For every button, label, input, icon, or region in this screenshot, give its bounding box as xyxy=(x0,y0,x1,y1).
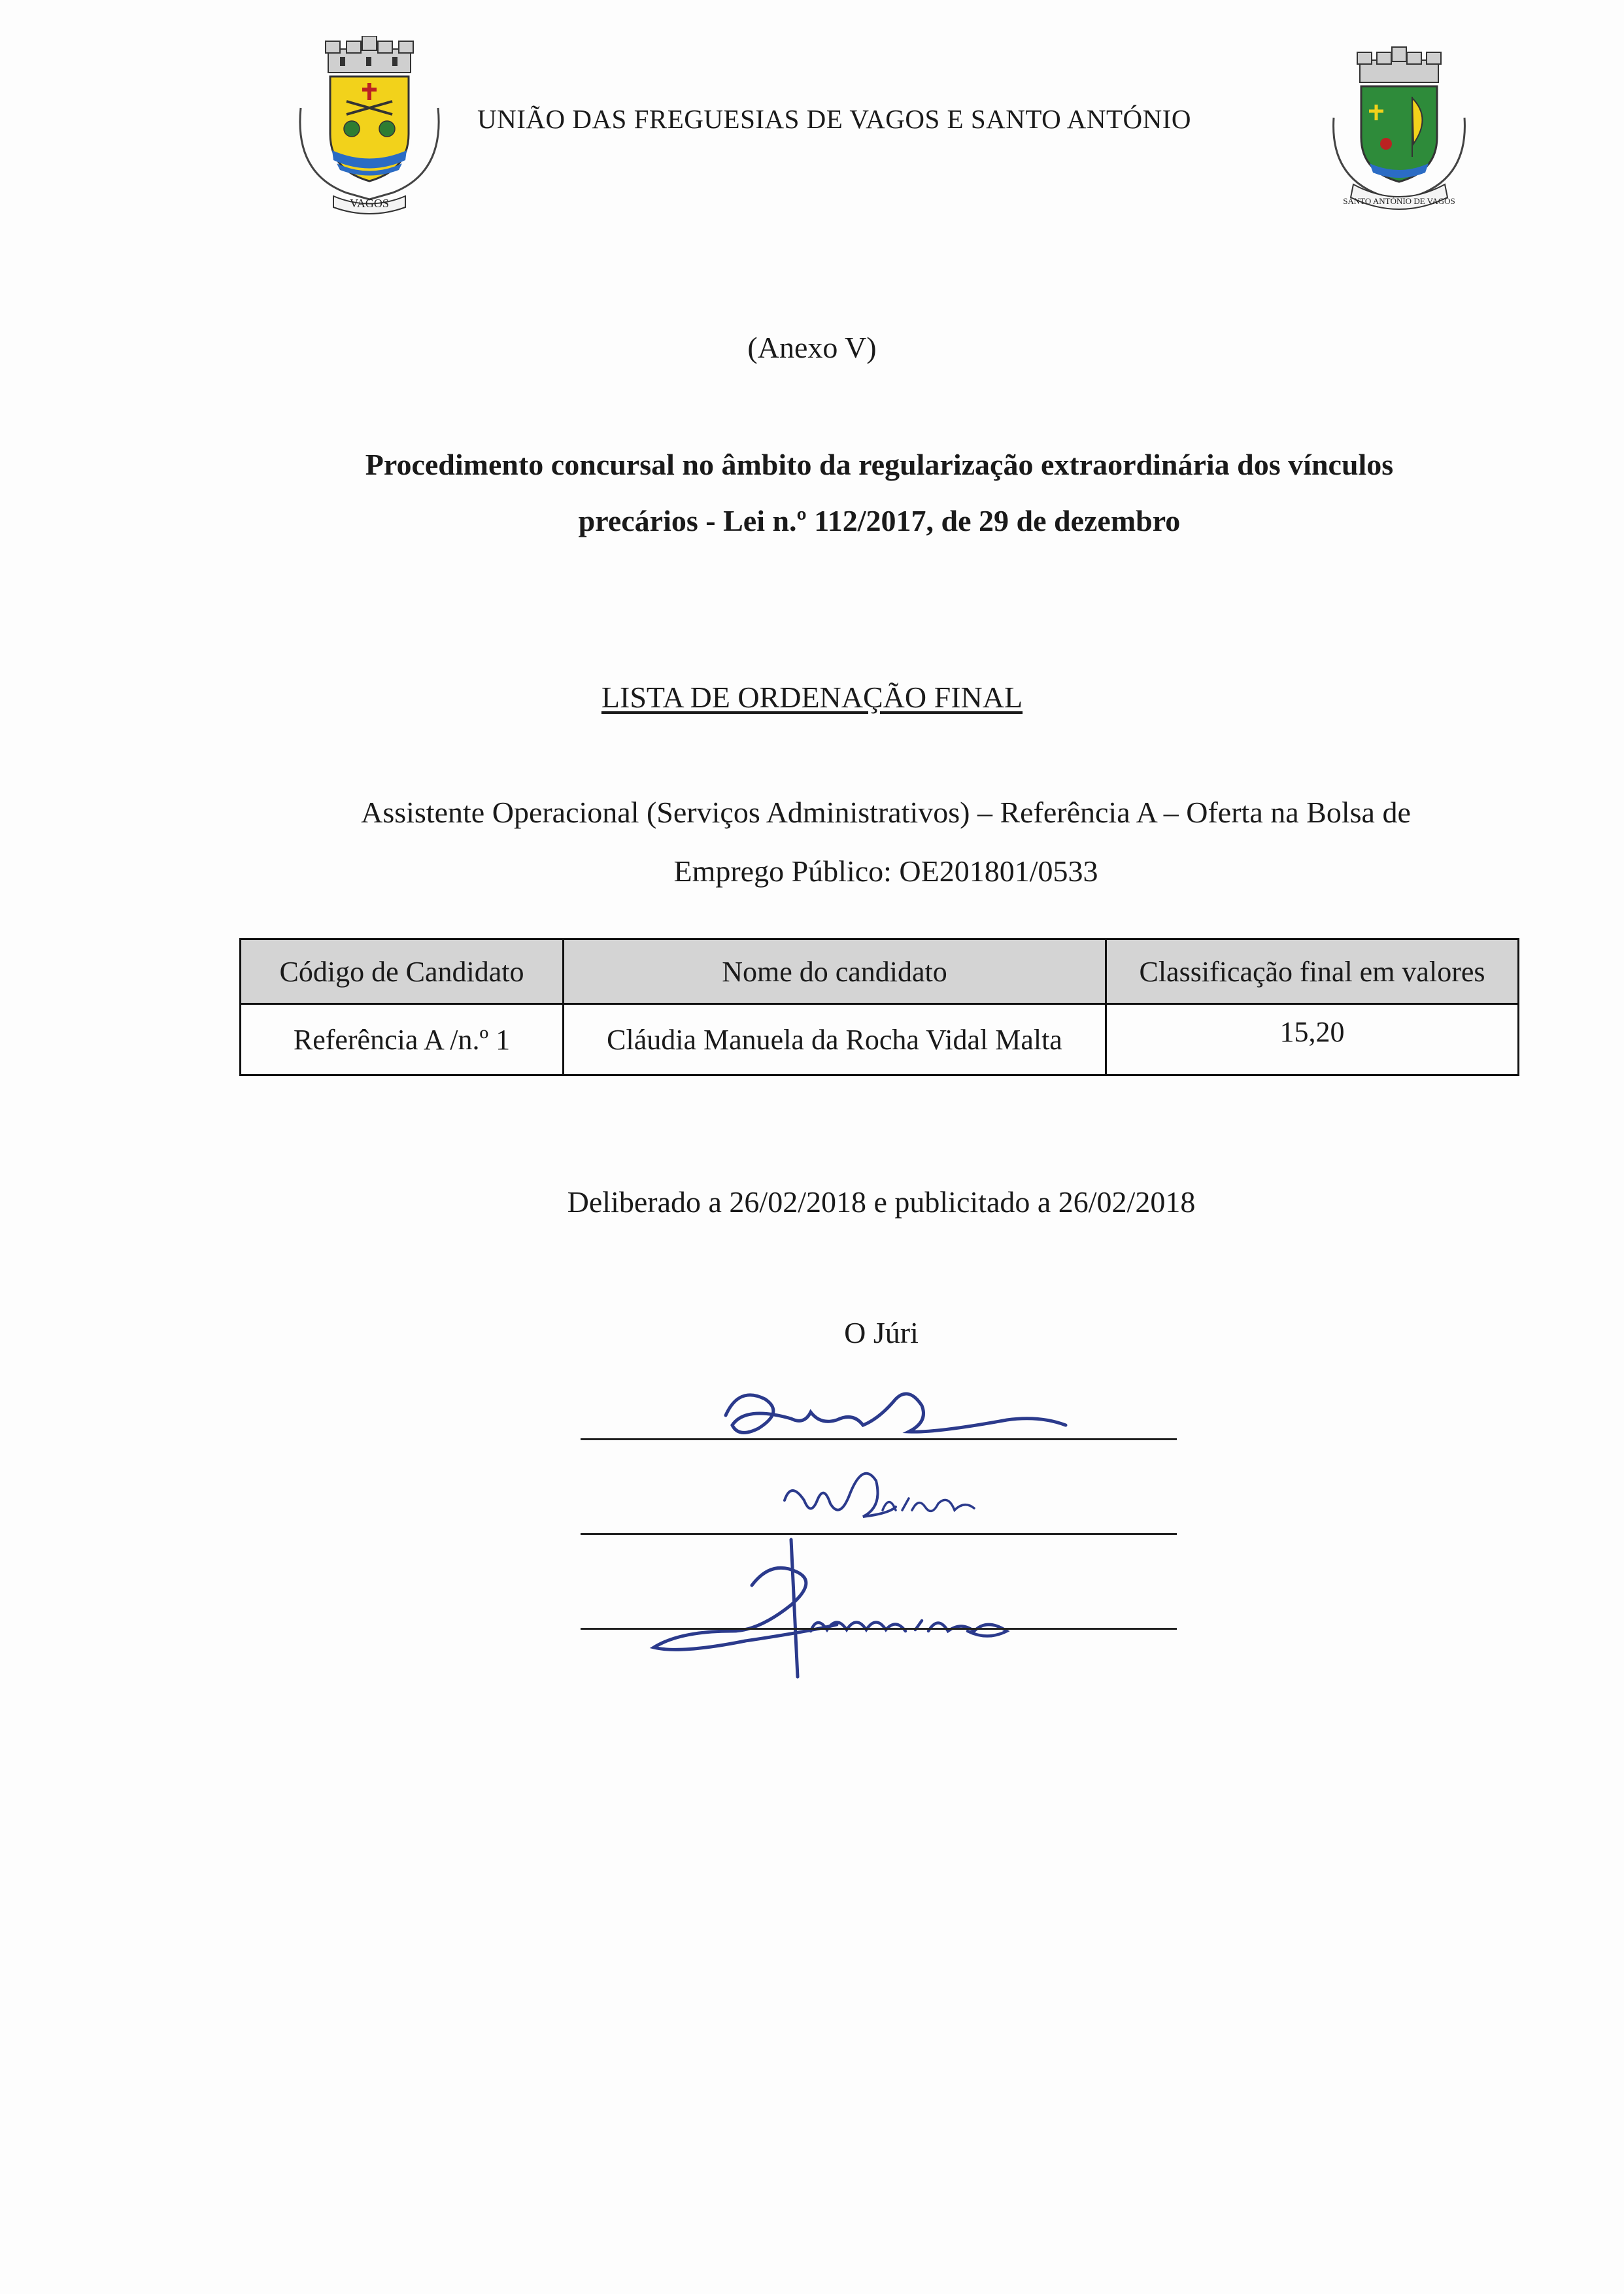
header-final-score: Classificação final em valores xyxy=(1106,939,1519,1004)
signature-3 xyxy=(641,1533,1046,1683)
header-candidate-name: Nome do candidato xyxy=(564,939,1106,1004)
signature-line-3 xyxy=(581,1628,1177,1630)
header-title: UNIÃO DAS FREGUESIAS DE VAGOS E SANTO ANTÓNIO xyxy=(477,104,1192,134)
santo-antonio-coat-of-arms xyxy=(1314,46,1484,216)
procedure-title-line-1: Procedimento concursal no âmbito da regularização extraordinária dos vínculos xyxy=(365,448,1394,481)
vagos-coat-of-arms xyxy=(275,36,464,219)
position-description xyxy=(288,783,1484,901)
signature-1 xyxy=(713,1360,1079,1448)
results-table xyxy=(239,938,1519,1076)
annex-label: (Anexo V) xyxy=(747,331,877,364)
crest-right-text: SANTO ANTÓNIO DE VAGOS xyxy=(1343,196,1455,206)
position-description-line-2: Emprego Público: OE201801/0533 xyxy=(673,854,1098,888)
procedure-title xyxy=(281,437,1478,549)
list-title: LISTA DE ORDENAÇÃO FINAL xyxy=(601,681,1023,714)
jury-label: O Júri xyxy=(844,1316,919,1349)
candidate-name: Cláudia Manuela da Rocha Vidal Malta xyxy=(564,1004,1106,1075)
position-description-line-1: Assistente Operacional (Serviços Administrativos) – Referência A – Oferta na Bolsa de xyxy=(361,796,1411,829)
deliberation-statement: Deliberado a 26/02/2018 e publicitado a 26/02/2018 xyxy=(567,1185,1196,1219)
crest-left-text: VAGOS xyxy=(350,197,389,210)
signature-line-1 xyxy=(581,1438,1177,1440)
procedure-title-line-2: precários - Lei n.º 112/2017, de 29 de dezembro xyxy=(578,504,1181,537)
table-header-row xyxy=(241,939,1519,1004)
candidate-score: 15,20 xyxy=(1106,1004,1519,1075)
signature-2 xyxy=(778,1455,1013,1540)
candidate-code: Referência A /n.º 1 xyxy=(241,1004,564,1075)
header-candidate-code: Código de Candidato xyxy=(241,939,564,1004)
table-row xyxy=(241,1004,1519,1075)
